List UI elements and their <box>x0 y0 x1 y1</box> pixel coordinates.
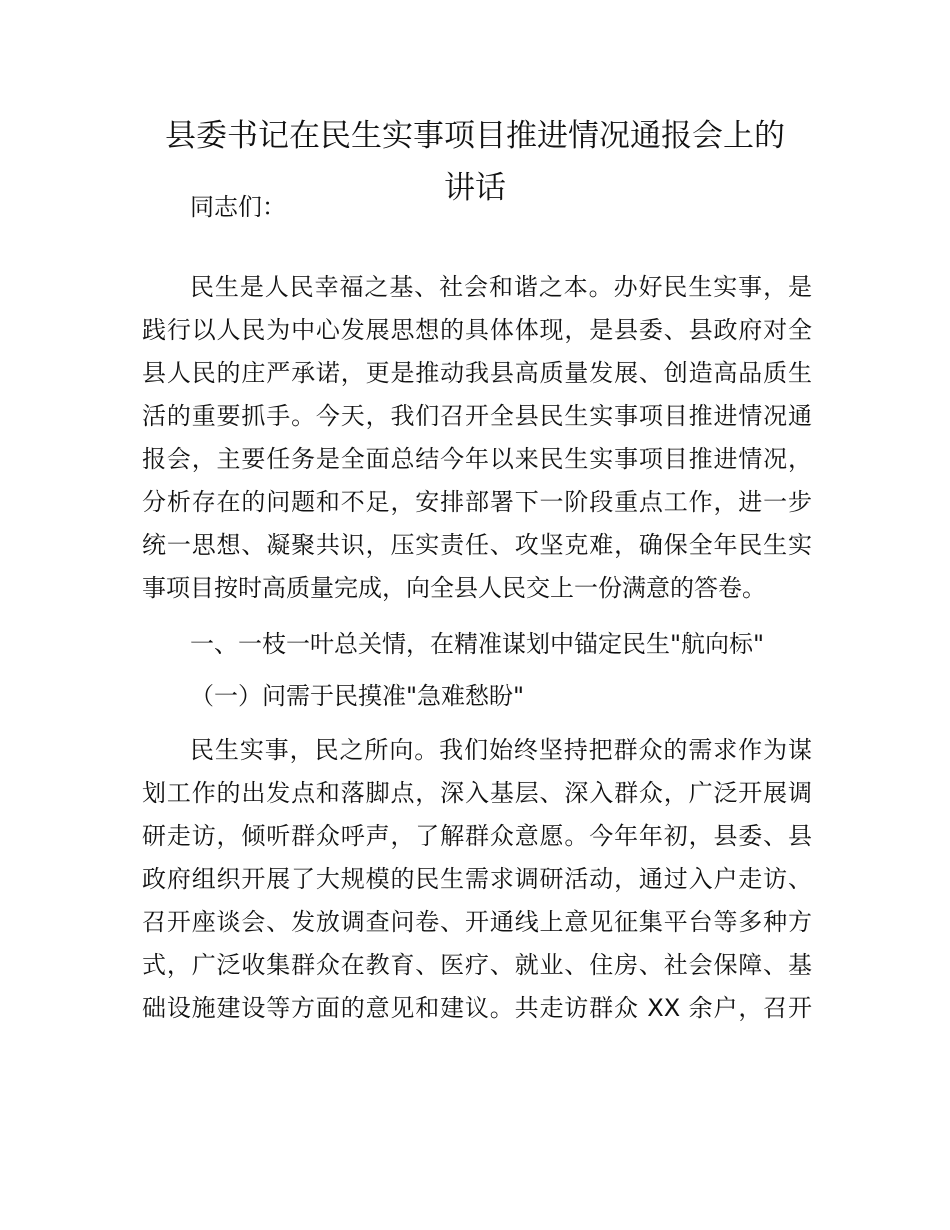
paragraph-1-line: 事项目按时高质量完成，向全县人民交上一份满意的答卷。 <box>142 574 766 602</box>
paragraph-2-line: 政府组织开展了大规模的民生需求调研活动，通过入户走访、 <box>142 865 812 893</box>
paragraph-1-line: 践行以人民为中心发展思想的具体体现，是县委、县政府对全 <box>142 316 812 344</box>
section-heading: 一、一枝一叶总关情，在精准谋划中锚定民生"航向标" <box>190 630 765 658</box>
paragraph-1-line: 活的重要抓手。今天，我们召开全县民生实事项目推进情况通 <box>142 402 812 430</box>
paragraph-1-line: 报会，主要任务是全面总结今年以来民生实事项目推进情况， <box>142 445 812 473</box>
paragraph-2-line: 础设施建设等方面的意见和建议。共走访群众 XX 余户，召开 <box>142 994 812 1022</box>
paragraph-2-line: 民生实事，民之所向。我们始终坚持把群众的需求作为谋 <box>190 736 812 764</box>
paragraph-1-line: 分析存在的问题和不足，安排部署下一阶段重点工作，进一步 <box>142 488 812 516</box>
salutation: 同志们： <box>190 193 286 221</box>
subsection-heading: （一）问需于民摸准"急难愁盼" <box>190 682 525 710</box>
paragraph-1-line: 县人民的庄严承诺，更是推动我县高质量发展、创造高品质生 <box>142 359 812 387</box>
title-line-1: 县委书记在民生实事项目推进情况通报会上的 <box>165 118 785 154</box>
paragraph-2-line: 研走访，倾听群众呼声，了解群众意愿。今年年初，县委、县 <box>142 822 812 850</box>
paragraph-1-line: 民生是人民幸福之基、社会和谐之本。办好民生实事，是 <box>190 273 812 301</box>
paragraph-1-line: 统一思想、凝聚共识，压实责任、攻坚克难，确保全年民生实 <box>142 531 812 559</box>
paragraph-2-line: 召开座谈会、发放调查问卷、开通线上意见征集平台等多种方 <box>142 908 812 936</box>
title-line-2: 讲话 <box>444 170 506 206</box>
paragraph-2-line: 式，广泛收集群众在教育、医疗、就业、住房、社会保障、基 <box>142 951 812 979</box>
paragraph-2-line: 划工作的出发点和落脚点，深入基层、深入群众，广泛开展调 <box>142 779 812 807</box>
